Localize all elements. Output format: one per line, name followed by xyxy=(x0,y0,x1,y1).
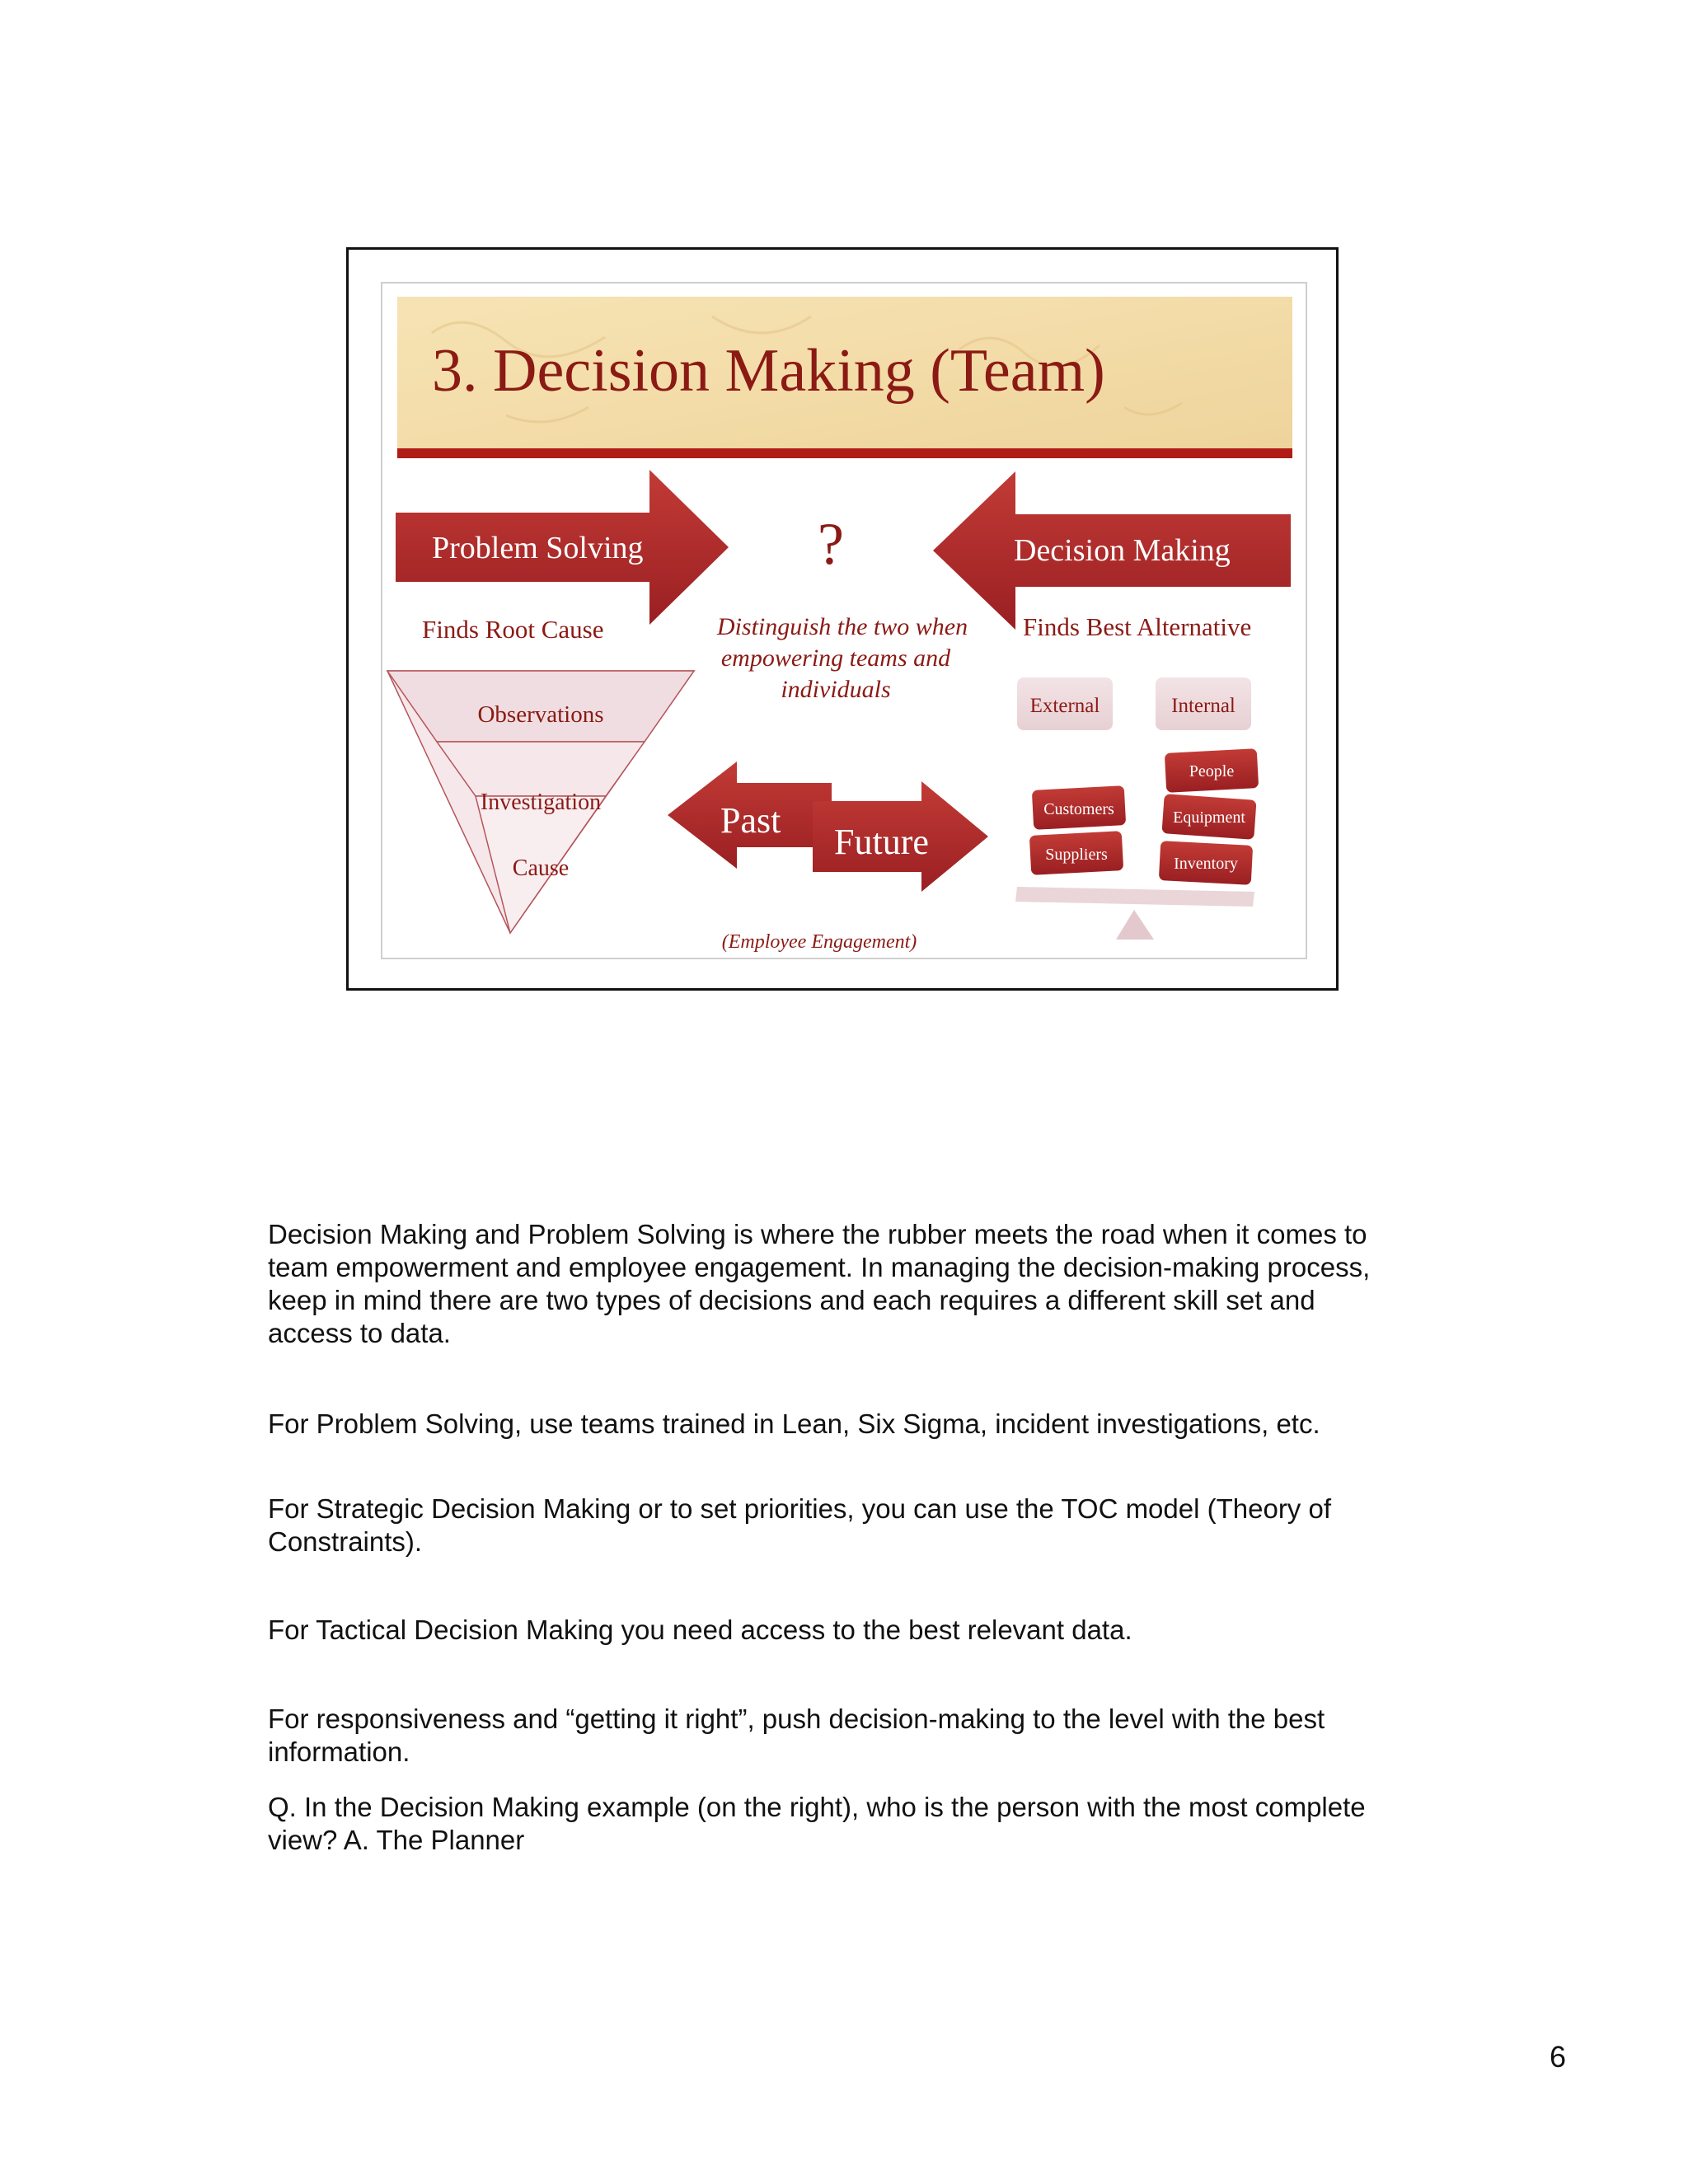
internal-items xyxy=(1159,748,1259,885)
employee-engagement: (Employee Engagement) xyxy=(721,931,917,953)
finds-root-cause: Finds Root Cause xyxy=(422,615,604,644)
notes-line: For Strategic Decision Making or to set priorities, you can use the TOC model (Theory of xyxy=(268,1493,1331,1524)
notes-paragraph-5 xyxy=(268,1703,1325,1769)
future-label: Future xyxy=(834,822,929,862)
funnel-investigation: Investigation xyxy=(480,790,602,815)
equipment-label: Equipment xyxy=(1173,808,1245,827)
past-label: Past xyxy=(720,800,781,841)
notes-line: Q. In the Decision Making example (on the right), who is the person with the most complete xyxy=(268,1792,1366,1822)
problem-solving-arrow xyxy=(396,470,729,625)
customers-label: Customers xyxy=(1043,800,1114,818)
notes-line: view? A. The Planner xyxy=(268,1825,525,1855)
internal-label: Internal xyxy=(1171,695,1236,717)
inventory-label: Inventory xyxy=(1174,855,1238,873)
notes-line: team empowerment and employee engagement. In managing the decision-making process, xyxy=(268,1252,1371,1282)
slide-title: 3. Decision Making (Team) xyxy=(432,337,1105,405)
external-items xyxy=(1029,785,1126,875)
notes-paragraph-3 xyxy=(268,1493,1331,1558)
decision-making-arrow xyxy=(933,471,1291,630)
distinguish-line-1: Distinguish the two when xyxy=(716,613,968,640)
title-banner xyxy=(397,297,1292,458)
notes-line: information. xyxy=(268,1736,410,1767)
notes-paragraph-1 xyxy=(268,1218,1370,1350)
notes-line: access to data. xyxy=(268,1318,451,1348)
external-label: External xyxy=(1029,695,1100,717)
decision-making-label: Decision Making xyxy=(1014,533,1231,568)
funnel-cause: Cause xyxy=(512,855,570,881)
past-future-arrows xyxy=(668,762,988,892)
finds-best-alternative: Finds Best Alternative xyxy=(1023,612,1252,641)
notes-paragraph-4 xyxy=(268,1614,1132,1647)
root-cause-funnel xyxy=(387,671,694,933)
funnel-observations: Observations xyxy=(477,701,604,728)
suppliers-label: Suppliers xyxy=(1045,846,1108,864)
distinguish-line-3: individuals xyxy=(781,676,891,703)
slide xyxy=(382,284,1306,958)
notes-line: For Problem Solving, use teams trained in Lean, Six Sigma, incident investigations, etc. xyxy=(268,1408,1320,1439)
distinguish-line-2: empowering teams and xyxy=(720,644,951,672)
people-label: People xyxy=(1189,762,1235,780)
notes-paragraph-2 xyxy=(268,1408,1320,1441)
notes-line: For Tactical Decision Making you need access to the best relevant data. xyxy=(268,1615,1132,1645)
question-mark: ? xyxy=(818,511,844,577)
notes-line: Decision Making and Problem Solving is where the rubber meets the road when it comes to xyxy=(268,1219,1367,1249)
notes-line: keep in mind there are two types of decisions and each requires a different skill set and xyxy=(268,1285,1315,1315)
page-number: 6 xyxy=(1550,2040,1567,2074)
notes-paragraph-6 xyxy=(268,1791,1366,1857)
problem-solving-label: Problem Solving xyxy=(432,531,644,565)
balance-scale xyxy=(1015,677,1259,940)
distinguish-text xyxy=(716,613,968,703)
notes-line: Constraints). xyxy=(268,1526,423,1557)
notes-line: For responsiveness and “getting it right”, push decision-making to the level with the best xyxy=(268,1704,1325,1734)
